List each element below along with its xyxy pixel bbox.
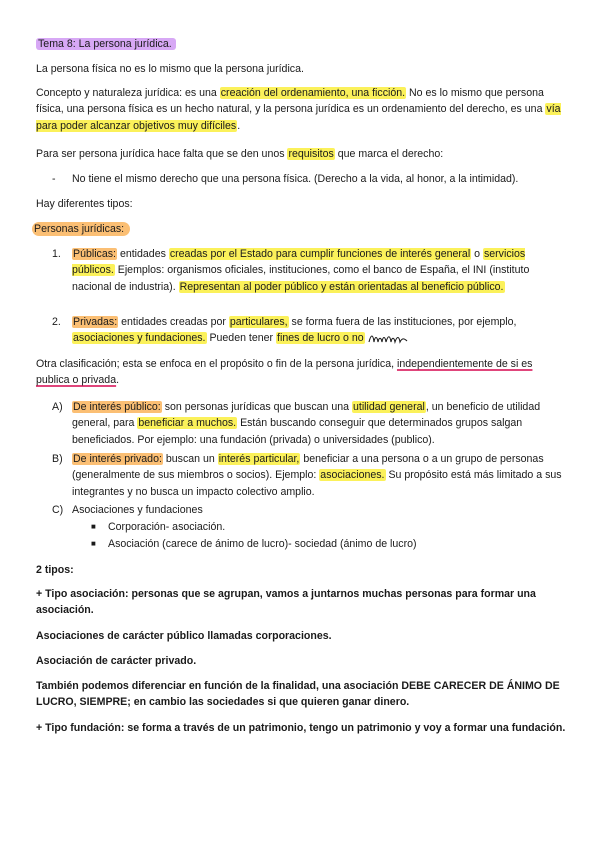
paragraph-clasificacion xyxy=(36,356,566,389)
text-run: entidades xyxy=(117,248,169,260)
text-run: buscan un xyxy=(162,453,218,465)
paragraph-concepto xyxy=(36,85,566,134)
text-run: . xyxy=(116,374,120,387)
highlight-yellow: asociaciones. xyxy=(320,469,385,482)
list-number: 1. xyxy=(52,248,61,260)
text-run: son personas jurídicas que buscan una xyxy=(161,401,352,413)
list-letter: A) xyxy=(52,401,63,413)
highlight-yellow: creadas por el Estado para cumplir funciones de interés general xyxy=(169,248,471,260)
text-run: Pueden tener xyxy=(206,332,277,345)
sub-list-item-text: Corporación- asociación. xyxy=(108,521,226,533)
square-bullet-icon: ■ xyxy=(91,522,96,531)
text-run: Concepto y naturaleza jurídica: es una xyxy=(36,87,220,99)
list-item-text: No tiene el mismo derecho que una persona física. (Derecho a la vida, al honor, a la intimidad). xyxy=(72,173,519,185)
text-run: o xyxy=(471,248,483,260)
text-run: entidades creadas por xyxy=(118,316,229,328)
text-run: que marca el derecho: xyxy=(334,148,444,160)
highlight-yellow: fines de lucro o no xyxy=(277,332,364,345)
highlight-yellow: servicios públicos. xyxy=(72,248,526,277)
text-run: beneficiar a una persona o a un grupo de personas (generalmente de sus miembros o socios). Ejemplo: xyxy=(72,453,544,482)
text-run: No es lo mismo que persona física, una persona física es un hecho natural, y la persona jurídica es un ordenamiento del derecho, es una xyxy=(36,87,546,116)
text-run: Ejemplos: organismos oficiales, instituciones, como el banco de España, el INI (instituto nacional de industria). xyxy=(72,264,530,293)
bold-paragraph: + Tipo asociación: personas que se agrupan, vamos a juntarnos muchas personas para formar una asociación. xyxy=(36,588,536,617)
sub-list-item-text: Asociación (carece de ánimo de lucro)- sociedad (ánimo de lucro) xyxy=(108,538,417,550)
highlight-yellow: asociaciones y fundaciones. xyxy=(73,332,206,345)
text-run: Otra clasificación; esta se enfoca en el propósito o fin de la persona jurídica, xyxy=(36,358,397,370)
section-heading xyxy=(36,221,566,237)
highlight-yellow: interés particular, xyxy=(218,453,300,465)
list-letter: C) xyxy=(52,504,64,516)
text-run: . xyxy=(237,119,241,132)
highlight-yellow: particulares, xyxy=(229,316,288,328)
list-item-text xyxy=(72,451,566,500)
bold-paragraph: También podemos diferenciar en función de la finalidad, una asociación DEBE CARECER DE ÁNIMO DE LUCRO, SIEMPRE; en cambio las sociedades si que quieren ganar dinero. xyxy=(36,680,560,709)
square-bullet-icon: ■ xyxy=(91,539,96,548)
list-letter: B) xyxy=(52,453,63,465)
paragraph-intro: La persona física no es lo mismo que la persona jurídica. xyxy=(36,63,304,75)
paragraph-requisitos xyxy=(36,146,566,162)
highlight-orange: Públicas: xyxy=(73,248,116,260)
underlined-text: independientemente de si es publica o privada xyxy=(36,358,533,387)
list-item-text xyxy=(72,399,566,448)
list-number: 2. xyxy=(52,316,61,328)
highlight-orange: Personas jurídicas: xyxy=(32,222,130,236)
bold-paragraph: Asociación de carácter privado. xyxy=(36,655,197,667)
list-item-text xyxy=(72,314,566,347)
title-highlight: Tema 8: La persona jurídica. xyxy=(36,38,176,50)
handwritten-scribble-icon xyxy=(368,333,408,345)
text-run: Su propósito está más limitado a sus integrantes y no busca un impacto colectivo amplio. xyxy=(72,469,562,498)
bold-paragraph: + Tipo fundación: se forma a través de un patrimonio, tengo un patrimonio y voy a formar una fundación. xyxy=(36,722,566,734)
paragraph-tipos: Hay diferentes tipos: xyxy=(36,198,133,210)
bold-paragraph: Asociaciones de carácter público llamadas corporaciones. xyxy=(36,630,332,642)
text-run: se forma fuera de las instituciones, por ejemplo, xyxy=(288,316,517,328)
highlight-orange: Privadas: xyxy=(73,316,118,328)
highlight-yellow: beneficiar a muchos. xyxy=(138,417,237,430)
highlight-orange: De interés privado: xyxy=(73,453,162,465)
dash-marker: - xyxy=(52,173,56,185)
text-run: , un beneficio de utilidad general, para xyxy=(72,401,541,430)
list-item-text: Asociaciones y fundaciones xyxy=(72,504,203,516)
highlight-yellow: Representan al poder público y están orientadas al beneficio público. xyxy=(179,280,504,293)
highlight-yellow: utilidad general xyxy=(352,401,425,413)
text-run: Están buscando conseguir que determinados grupos salgan beneficiados. Por ejemplo: una fundación (privada) o universidades (publico). xyxy=(72,417,523,446)
page-title xyxy=(36,36,566,52)
highlight-yellow: vía para poder alcanzar objetivos muy difíciles xyxy=(36,103,561,132)
highlight-orange: De interés público: xyxy=(73,401,161,413)
text-run: Para ser persona jurídica hace falta que se den unos xyxy=(36,148,288,160)
bold-paragraph: 2 tipos: xyxy=(36,564,74,576)
highlight-yellow: requisitos xyxy=(288,148,334,160)
highlight-yellow: creación del ordenamiento, una ficción. xyxy=(220,87,406,99)
list-item-text xyxy=(72,246,566,295)
